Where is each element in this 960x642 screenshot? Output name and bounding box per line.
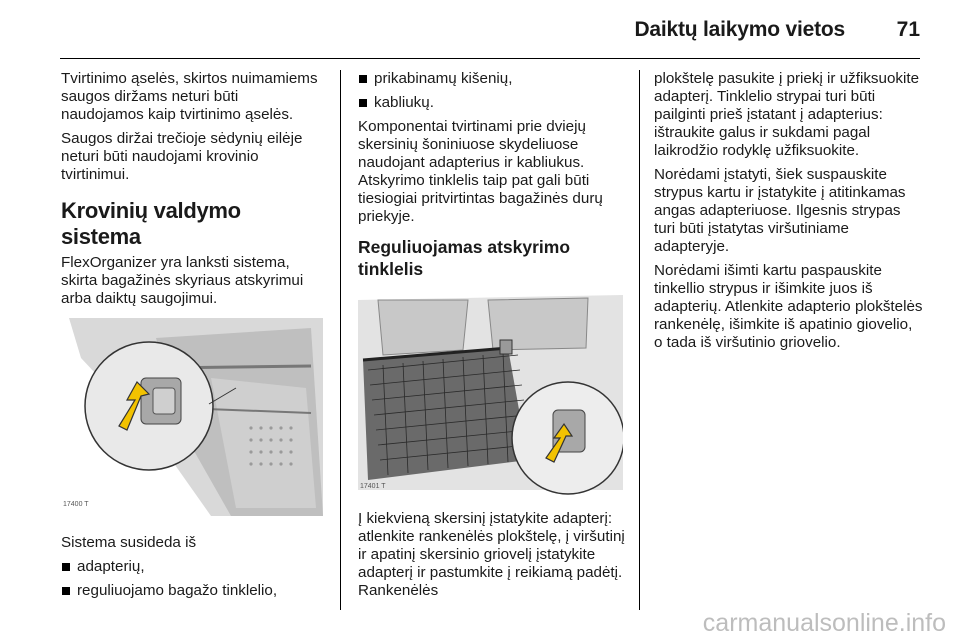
figure-net [358,290,623,498]
paragraph: Norėdami įstatyti, šiek suspauskite strypus kartu ir įstatykite į atitinkamas angas adapteriuose. Ilgesnis strypas turi būti įstatytas viršutiniame adapteryje. [654,166,906,255]
figure-code: 17401 T [360,483,386,490]
list-item: kabliukų. [358,94,626,112]
paragraph: Komponentai tvirtinami prie dviejų skersinių šoniniuose skydeliuose naudojant adapterius ir kabliukus. Atskyrimo tinklelis taip pat gali būti tiesiogiai pritvirtintas bagažinės durų priekyje. [358,118,603,225]
paragraph: FlexOrganizer yra lanksti sistema, skirta bagažinės skyriaus atskyrimui arba daiktų saugojimui. [61,254,304,307]
column-1 [61,70,325,606]
subsection-heading: Reguliuojamas atskyrimo tinklelis [358,237,571,279]
column-3 [654,70,924,358]
list-item: reguliuojamo bagažo tinklelio, [61,582,325,600]
paragraph: Sistema susideda iš [61,534,197,551]
watermark: carmanualsonline.info [702,609,946,637]
column-2 [358,70,626,606]
paragraph: Į kiekvieną skersinį įstatykite adapterį: atlenkite rankenėlės plokštelę, į viršutinį ir apatinį skersinio griovelį įstatykite adapterį ir pastumkite į reikiamą padėtį. Rankenėlės [358,510,625,599]
column-divider-2 [639,70,640,610]
header-divider [60,58,920,59]
bullet-icon [359,99,367,107]
net-illustration [358,290,623,498]
paragraph: Saugos diržai trečioje sėdynių eilėje neturi būti naudojami krovinio tvirtinimui. [61,130,303,183]
bullet-icon [62,587,70,595]
section-title: Daiktų laikymo vietos [634,18,845,41]
list-item: prikabinamų kišenių, [358,70,626,88]
paragraph: plokštelę pasukite į priekį ir užfiksuokite adapterį. Tinklelio strypai turi būti pailginti prieš įstatant į adapterius: ištraukite galus ir sukdami pagal laikrodžio rodyklę užfiksuokite. [654,70,920,159]
page-header [60,18,920,52]
list-item: adapterių, [61,558,325,576]
paragraph: Norėdami išimti kartu paspauskite tinkellio strypus ir išimkite juos iš adapterių. Atlenkite adapterio plokštelės rankenėlę, išimkite iš apatinio giovelio, o tada iš viršutinio griovelio. [654,262,923,351]
column-divider-1 [340,70,341,610]
adapter-illustration [61,318,323,516]
bullet-icon [359,75,367,83]
figure-adapter [61,318,323,516]
figure-code: 17400 T [63,501,89,508]
section-heading: Krovinių valdymo sistema [61,198,241,249]
bullet-icon [62,563,70,571]
page-number: 71 [896,18,920,41]
paragraph: Tvirtinimo ąselės, skirtos nuimamiems saugos diržams neturi būti naudojamos kaip tvirtinimo ąselės. [61,70,318,123]
